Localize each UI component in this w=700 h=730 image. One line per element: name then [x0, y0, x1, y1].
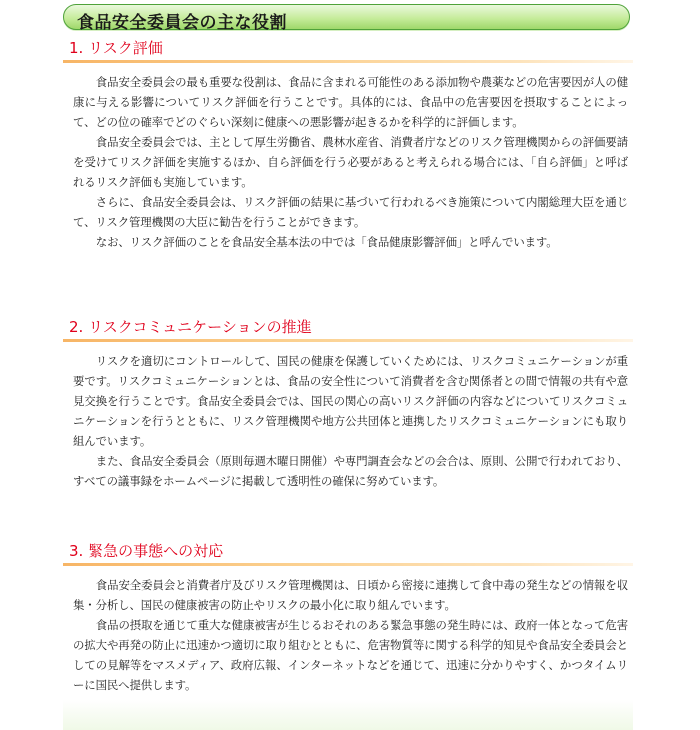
section-divider	[63, 563, 633, 566]
paragraph: 食品の摂取を通じて重大な健康被害が生じるおそれのある緊急事態の発生時には、政府一体となって危害の拡大や再発の防止に迅速かつ適切に取り組むとともに、危害物質等に関する科学的知見や食品安全委員会としての見解等をマスメディア、政府広報、インターネットなどを通じて、迅速に分かりやすく、かつタイムリーに国民へ提供します。	[73, 618, 628, 692]
section-heading: 3. 緊急の事態への対応	[69, 542, 224, 560]
section-risk-assessment	[63, 38, 633, 252]
bottom-fade-decoration	[63, 700, 633, 730]
paragraph: 食品安全委員会では、主として厚生労働省、農林水産省、消費者庁などのリスク管理機関からの評価要請を受けてリスク評価を実施するほか、自ら評価を行う必要があると考えられる場合には、「自ら評価」と呼ばれるリスク評価も実施しています。	[73, 135, 628, 189]
paragraph: 食品安全委員会の最も重要な役割は、食品に含まれる可能性のある添加物や農薬などの危害要因が人の健康に与える影響についてリスク評価を行うことです。具体的には、食品中の危害要因を摂取することによって、どの位の確率でどのぐらい深刻に健康への悪影響が起きるかを科学的に評価します。	[73, 75, 628, 129]
paragraph: また、食品安全委員会（原則毎週木曜日開催）や専門調査会などの会合は、原則、公開で行われており、すべての議事録をホームページに掲載して透明性の確保に努めています。	[73, 454, 628, 488]
section-heading: 2. リスクコミュニケーションの推進	[69, 318, 312, 336]
section-heading: 1. リスク評価	[69, 39, 163, 57]
paragraph: なお、リスク評価のことを食品安全基本法の中では「食品健康影響評価」と呼んでいます。	[95, 235, 558, 249]
paragraph: 食品安全委員会と消費者庁及びリスク管理機関は、日頃から密接に連携して食中毒の発生などの情報を収集・分析し、国民の健康被害の防止やリスクの最小化に取り組んでいます。	[73, 578, 628, 612]
section-body	[63, 72, 628, 252]
paragraph: さらに、食品安全委員会は、リスク評価の結果に基づいて行われるべき施策について内閣総理大臣を通じて、リスク管理機関の大臣に勧告を行うことができます。	[73, 195, 628, 229]
paragraph: リスクを適切にコントロールして、国民の健康を保護していくためには、リスクコミュニケーションが重要です。リスクコミュニケーションとは、食品の安全性について消費者を含む関係者との間で情報の共有や意見交換を行うことです。食品安全委員会では、国民の関心の高いリスク評価の内容などについてリスクコミュニケーションを行うとともに、リスク管理機関や地方公共団体と連携したリスクコミュニケーションにも取り組んでいます。	[73, 354, 628, 448]
section-body	[63, 351, 628, 491]
section-divider	[63, 60, 633, 63]
section-divider	[63, 339, 633, 342]
section-emergency-response	[63, 541, 633, 695]
page-title: 食品安全委員会の主な役割	[77, 13, 287, 33]
page-title-banner	[63, 4, 630, 33]
section-risk-communication	[63, 317, 633, 491]
section-body	[63, 575, 628, 695]
